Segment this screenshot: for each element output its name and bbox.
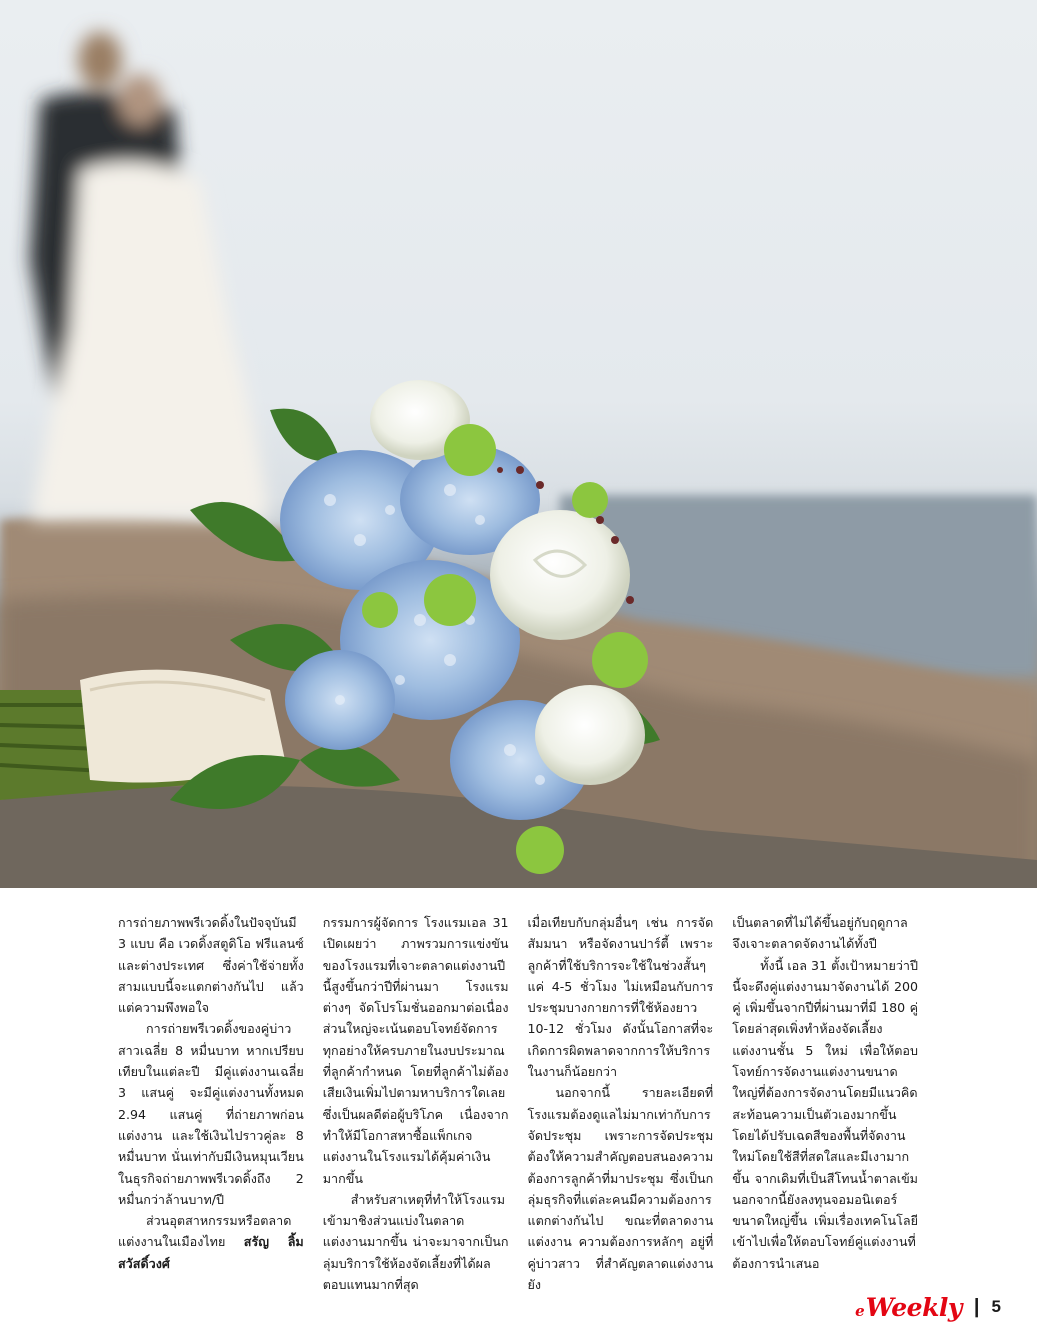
article-column-3 xyxy=(527,912,714,1293)
paragraph: นอกจากนี้ รายละเอียดที่โรงแรมต้องดูแลไม่มากเท่ากับการจัดประชุม เพราะการจัดประชุมต้องให้ความสำคัญตอบสนองความต้องการลูกค้าที่มาประชุม ซึ่งเป็นกลุ่มธุรกิจที่แต่ละคนมีความต้องการแตกต่างกันไป ขณะที่ตลาดงานแต่งงาน ความต้องการหลักๆ อยู่ที่คู่บ่าวสาว ที่สำคัญตลาดแต่งงานยัง xyxy=(527,1085,714,1293)
article-column-1 xyxy=(118,912,304,1271)
brand-logo-prefix: e xyxy=(855,1301,865,1320)
paragraph: สำหรับสาเหตุที่ทำให้โรงแรมเข้ามาชิงส่วนแบ่งในตลาดแต่งงานมากขึ้น น่าจะมาจากเป็นกลุ่มบริการใช้ห้องจัดเลี้ยงที่ได้ผลตอบแทนมากที่สุด xyxy=(322,1191,509,1293)
person-name: สรัญ ลิ้มสวัสดิ์วงศ์ xyxy=(118,1234,304,1271)
paragraph: การถ่ายภาพพรีเวดดิ้งในปัจจุบันมี 3 แบบ คือ เวดดิ้งสตูดิโอ ฟรีแลนซ์ และต่างประเทศ ซึ่งค่าใช้จ่ายทั้งสามแบบนี้จะแตกต่างกันไป แล้วแต่ความพึงพอใจ xyxy=(118,915,304,1016)
article-column-4 xyxy=(732,912,918,1271)
page-number: 5 xyxy=(991,1297,1001,1316)
paragraph xyxy=(118,1210,304,1274)
paragraph: กรรมการผู้จัดการ โรงแรมเอล 31 เปิดเผยว่า ภาพรวมการแข่งขันของโรงแรมที่เจาะตลาดแต่งงานปีนี้สูงขึ้นกว่าปีที่ผ่านมา โรงแรมต่างๆ จัดโปรโมชั่นออกมาต่อเนื่อง ส่วนใหญ่จะเน้นตอบโจทย์จัดการทุกอย่างให้ครบภายในงบประมาณที่ลูกค้ากำหนด โดยที่ลูกค้าไม่ต้องเสียเงินเพิ่มไปตามหาบริการใดเลย ซึ่งเป็นผลดีต่อผู้บริโภค เนื่องจากทำให้มีโอกาสหาซื้อแพ็กเกจแต่งงานในโรงแรมได้คุ้มค่าเงินมากขึ้น xyxy=(322,915,509,1186)
paragraph: ทั้งนี้ เอล 31 ตั้งเป้าหมายว่าปีนี้จะดึงคู่แต่งงานมาจัดงานได้ 200 คู่ เพิ่มขึ้นจากปีที่ผ่านมาที่มี 180 คู่ โดยล่าสุดเพิ่งทำห้องจัดเลี้ยงแต่งงานชั้น 5 ใหม่ เพื่อให้ตอบโจทย์การจัดงานแต่งงานขนาดใหญ่ที่ต้องการจัดงานโดยมีแนวคิดสะท้อนความเป็นตัวเองมากขึ้น โดยได้ปรับเฉดสีของพื้นที่จัดงานใหม่โดยใช้สีที่สดใสและมีเงามากขึ้น จากเดิมที่เป็นสีโทนน้ำตาลเข้ม นอกจากนี้ยังลงทุนจอมอนิเตอร์ขนาดใหญ่ขึ้น เพิ่มเรื่องเทคโนโลยีเข้าไปเพื่อให้ตอบโจทย์คู่แต่งงานที่ต้องการนำเสนอ xyxy=(732,957,918,1271)
paragraph: การถ่ายพรีเวดดิ้งของคู่บ่าวสาวเฉลี่ย 8 หมื่นบาท หากเปรียบเทียบในแต่ละปี มีคู่แต่งงานเฉลี่ย 3 แสนคู่ จะมีคู่แต่งงานทั้งหมด 2.94 แสนคู่ ที่ถ่ายภาพก่อนแต่งงาน และใช้เงินไปราวคู่ละ 8 หมื่นบาท นั่นเท่ากับมีเงินหมุนเวียนในธุรกิจถ่ายภาพพรีเวดดิ้งถึง 2 หมื่นกว่าล้านบาท/ปี xyxy=(118,1021,304,1207)
paragraph: เมื่อเทียบกับกลุ่มอื่นๆ เช่น การจัดสัมมนา หรือจัดงานปาร์ตี้ เพราะลูกค้าที่ใช้บริการจะใช้ในช่วงสั้นๆ แค่ 4-5 ชั่วโมง ไม่เหมือนกับการประชุมบางกายการที่ใช้ห้องยาว 10-12 ชั่วโมง ดังนั้นโอกาสที่จะเกิดการผิดพลาดจากการให้บริการในงานก็น้อยกว่า xyxy=(527,915,714,1080)
article-body xyxy=(118,912,918,1293)
page-footer xyxy=(855,1290,1001,1324)
paragraph-text: ส่วนอุตสาหกรรมหรือตลาดแต่งงานในเมืองไทย xyxy=(118,1213,292,1250)
footer-separator: | xyxy=(973,1295,980,1318)
paragraph: เป็นตลาดที่ไม่ได้ขึ้นอยู่กับฤดูกาล จึงเจาะตลาดจัดงานได้ทั้งปี xyxy=(732,915,908,952)
brand-logo-name: Weekly xyxy=(865,1292,962,1322)
article-column-2 xyxy=(322,912,509,1293)
brand-logo xyxy=(855,1293,962,1322)
